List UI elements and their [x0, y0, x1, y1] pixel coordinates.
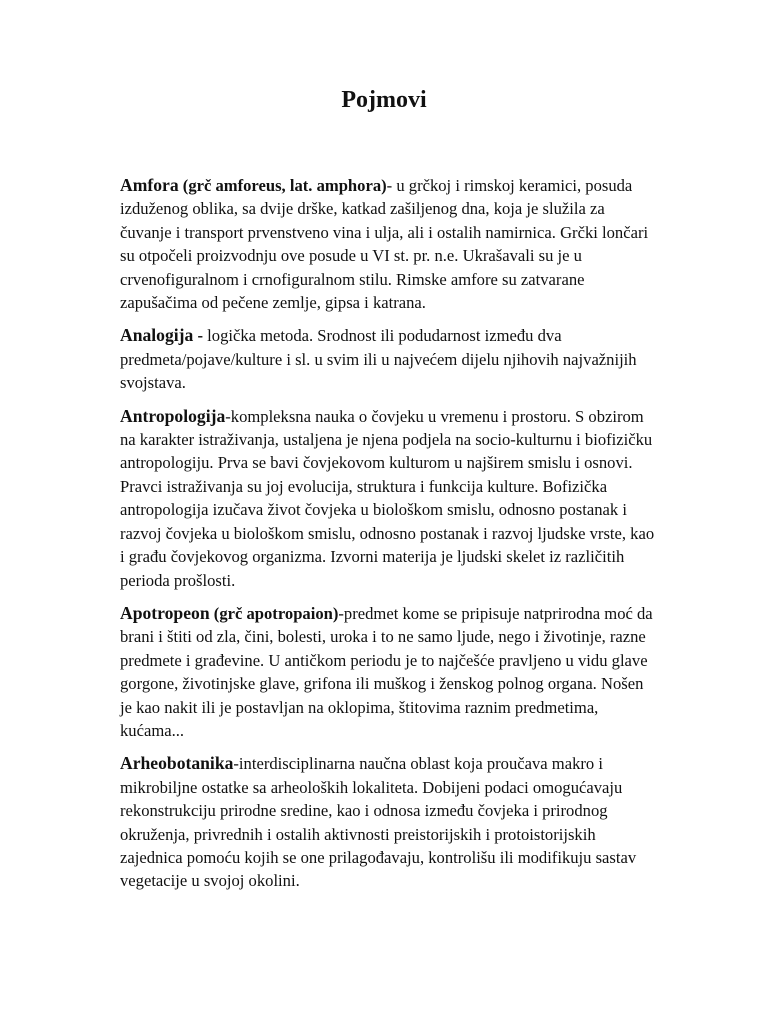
entry-definition: logička metoda. Srodnost ili podudarnost između dva predmeta/pojave/kulture i sl. u svim ili u najvećem dijelu njihovih najvažnijih svojstava. — [120, 326, 637, 393]
entry-etymology-open: ( — [209, 603, 220, 623]
entry-etymology-close: ) — [381, 176, 387, 195]
entry-etymology-open: ( — [178, 176, 189, 195]
entry-term: Amfora — [120, 175, 179, 195]
glossary-entry-arheobotanika — [120, 752, 656, 892]
entry-etymology-close: ) — [332, 603, 339, 623]
glossary-entry-apotropeon — [120, 602, 656, 742]
entry-term: Arheobotanika — [120, 753, 234, 774]
entry-term: Antropologija — [120, 405, 226, 426]
entry-definition: -predmet kome se pripisuje natprirodna moć da brani i štiti od zla, čini, bolesti, uroka i to ne samo ljude, nego i životinje, razne predmete i građevine. U antičkom periodu je to najčešće pravljeno u vidu glave gorgone, životinjske glave, grifona ili muškog i ženskog polnog organa. Nošen je kao nakit ili je postavljan na oklopima, štitovima raznim predmetima, kućama... — [120, 603, 653, 740]
entry-etymology: grč amforeus, lat. amphora — [188, 176, 382, 195]
glossary-entry-amfora — [120, 174, 656, 314]
entry-etymology: grč apotropaion — [219, 603, 333, 623]
entry-definition: - u grčkoj i rimskoj keramici, posuda izduženog oblika, sa dvije drške, katkad zašiljenog dna, koja je služila za čuvanje i transport prvenstveno vina i ulja, ali i ostalih namirnica. Grčki lončari su otpočeli proizvodnju ove posude u VI st. pr. n.e. Ukrašavali su je u crvenofiguralnom i crnofiguralnom stilu. Rimske amfore su zatvarane zapušačima od pečene zemlje, gipsa i katrana. — [120, 176, 649, 313]
entry-term: Apotropeon — [120, 602, 210, 623]
entry-separator: - — [193, 326, 208, 346]
entry-term: Analogija — [120, 325, 194, 346]
glossary-entry-antropologija — [120, 405, 656, 592]
entry-definition: -kompleksna nauka o čovjeku u vremenu i prostoru. S obzirom na karakter istraživanja, ustaljena je njena podjela na socio-kulturnu i biofizičku antropologiju. Prva se bavi čovjekovom kulturom u najširem smislu i osnovi. Pravci istraživanja su joj evolucija, struktura i funkcija kulture. Bofizička antropologija izučava život čovjeka u biološkom smislu, odnosno postanak i razvoj čovjeka u biološkom smislu, odnosno postanak i razvoj ljudske vrste, kao i građu čovjekovog organizma. Izvorni materija je ljudski skelet iz različitih perioda prošlosti. — [120, 406, 655, 590]
entry-definition: -interdisciplinarna naučna oblast koja proučava makro i mikrobilјne ostatke sa arheoloških lokaliteta. Dobijeni podaci omogućavaju rekonstrukciju prirodne sredine, kao i odnosa između čovjeka i prirodnog okruženja, privrednih i ostalih aktivnosti preistorijskih i protoistorijskih zajednica pomoću kojih se one prilagođavaju, kontrolišu ili modifikuju sastav vegetacije u svojoj okolini. — [120, 754, 637, 891]
page-title: Pojmovi — [341, 87, 427, 113]
glossary-entry-analogija — [120, 324, 656, 394]
